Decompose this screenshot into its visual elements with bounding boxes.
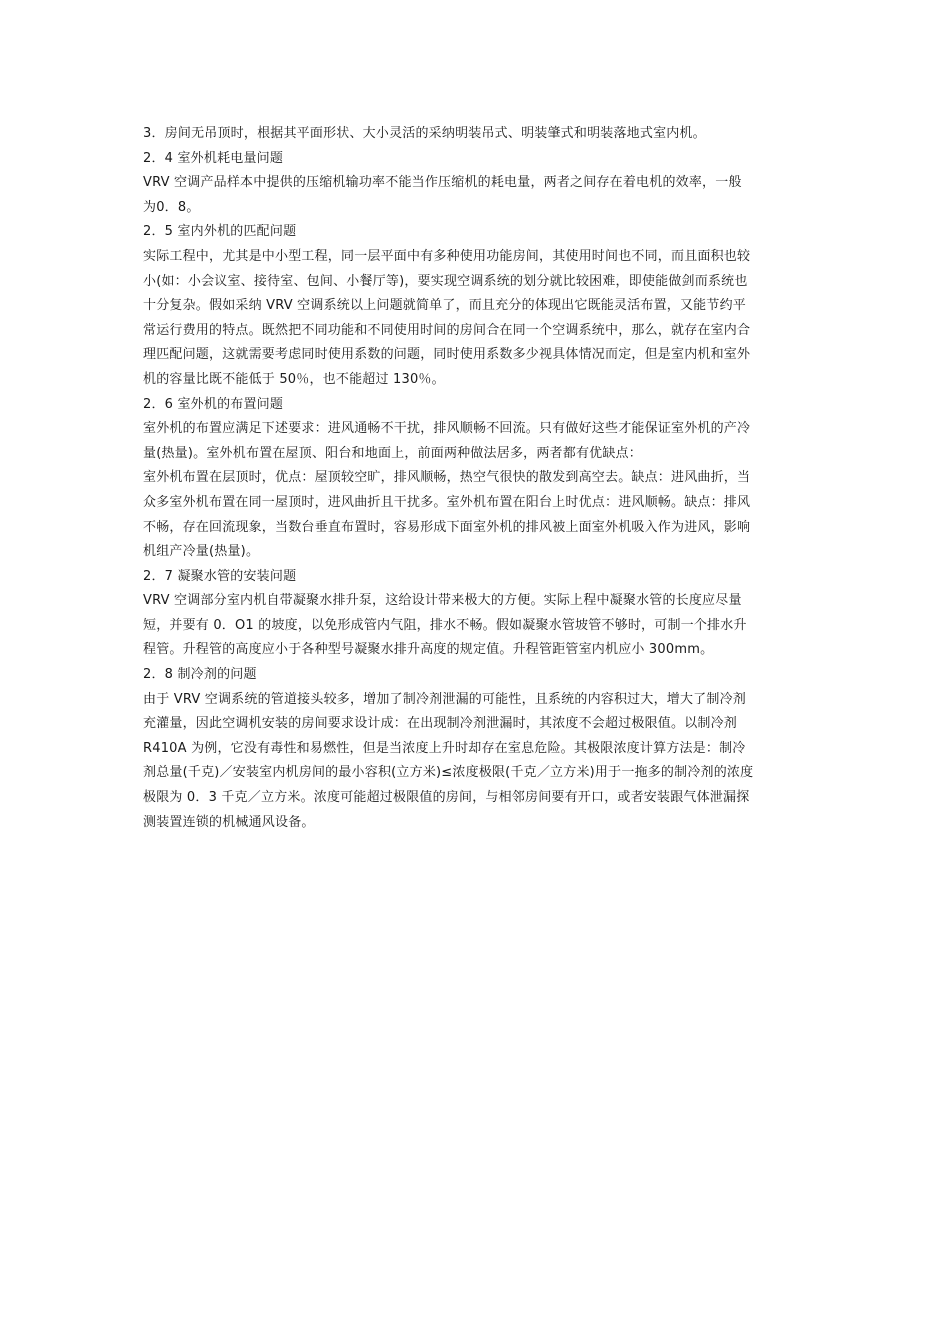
text-line: VRV 空调部分室内机自带凝聚水排升泵，这给设计带来极大的方便。实际上程中凝聚水管的长度应尽量 [143,593,742,609]
text-line: 十分复杂。假如采纳 VRV 空调系统以上问题就简单了，而且充分的体现出它既能灵活布置，又能节约平 [143,298,746,314]
text-line: 程管。升程管的高度应小于各种型号凝聚水排升高度的规定值。升程管距管室内机应小 300mm。 [143,642,714,658]
text-line: VRV 空调产品样本中提供的压缩机输功率不能当作压缩机的耗电量，两者之间存在着电机的效率，一般 [143,175,742,191]
section-heading: 2．7 凝聚水管的安装问题 [143,568,297,584]
text-line: 不畅，存在回流现象，当数台垂直布置时，容易形成下面室外机的排风被上面室外机吸入作为进风，影响 [143,519,751,535]
section-heading: 2．6 室外机的布置问题 [143,396,284,412]
text-line: 理匹配问题，这就需要考虑同时使用系数的问题，同时使用系数多少视具体情况而定，但是室内机和室外 [143,347,751,363]
section-heading: 2．4 室外机耗电量问题 [143,150,284,166]
section-2-4 [143,147,808,221]
text-line: 为0．8。 [143,199,200,215]
section-2-7 [143,565,808,663]
text-line: 剂总量(千克)／安装室内机房间的最小容积(立方米)≤浓度极限(千克／立方米)用于一拖多的制冷剂的浓度 [143,765,754,781]
section-heading: 2．8 制冷剂的问题 [143,667,257,683]
text-line: 室外机的布置应满足下述要求：进风通畅不干扰，排风顺畅不回流。只有做好这些才能保证室外机的产冷 [143,421,751,437]
text-line: 充灌量，因此空调机安装的房间要求设计成：在出现制冷剂泄漏时，其浓度不会超过极限值。以制冷剂 [143,716,738,732]
text-line: 极限为 0．3 千克／立方米。浓度可能超过极限值的房间，与相邻房间要有开口，或者安装跟气体泄漏探 [143,790,750,806]
section-2-8 [143,663,808,835]
text-line: 实际工程中，尤其是中小型工程，同一层平面中有多种使用功能房间，其使用时间也不同，而且面积也较 [143,248,751,264]
text-line: 小(如：小会议室、接待室、包间、小餐厅等)，要实现空调系统的划分就比较困难，即使能做剑而系统也 [143,273,748,289]
text-line: 量(热量)。室外机布置在屋顶、阳台和地面上，前面两种做法居多，两者都有优缺点： [143,445,642,461]
document-page [143,122,808,835]
text-line: 测装置连锁的机械通风设备。 [143,814,315,830]
text-line: 常运行费用的特点。既然把不同功能和不同使用时间的房间合在同一个空调系统中，那么，就存在室内合 [143,322,751,338]
text-line: R410A 为例，它没有毒性和易燃性，但是当浓度上升时却存在室息危险。其极限浓度计算方法是：制冷 [143,740,746,756]
section-2-5 [143,220,808,392]
text-line: 3．房间无吊顶时，根据其平面形状、大小灵活的采纳明装吊式、明装肇式和明装落地式室内机。 [143,126,706,141]
text-line: 由于 VRV 空调系统的管道接头较多，增加了制冷剂泄漏的可能性，且系统的内容积过大，增大了制冷剂 [143,691,746,707]
text-line: 室外机布置在层顶时，优点：屋顶较空旷，排风顺畅，热空气很快的散发到高空去。缺点：进风曲折，当 [143,470,751,486]
text-line: 短，并要有 0．O1 的坡度，以免形成管内气阻，排水不畅。假如凝聚水管坡管不够时，可制一个排水升 [143,617,747,633]
section-2-6 [143,393,808,565]
text-line: 众多室外机布置在同一屋顶时，进风曲折且干扰多。室外机布置在阳台上时优点：进风顺畅。缺点：排风 [143,494,751,510]
text-line: 机组产冷量(热量)。 [143,544,260,560]
text-line: 机的容量比既不能低于 50％，也不能超过 130％。 [143,371,445,387]
section-heading: 2．5 室内外机的匹配问题 [143,224,297,240]
item-3-ceiling-free-rooms [143,122,808,147]
